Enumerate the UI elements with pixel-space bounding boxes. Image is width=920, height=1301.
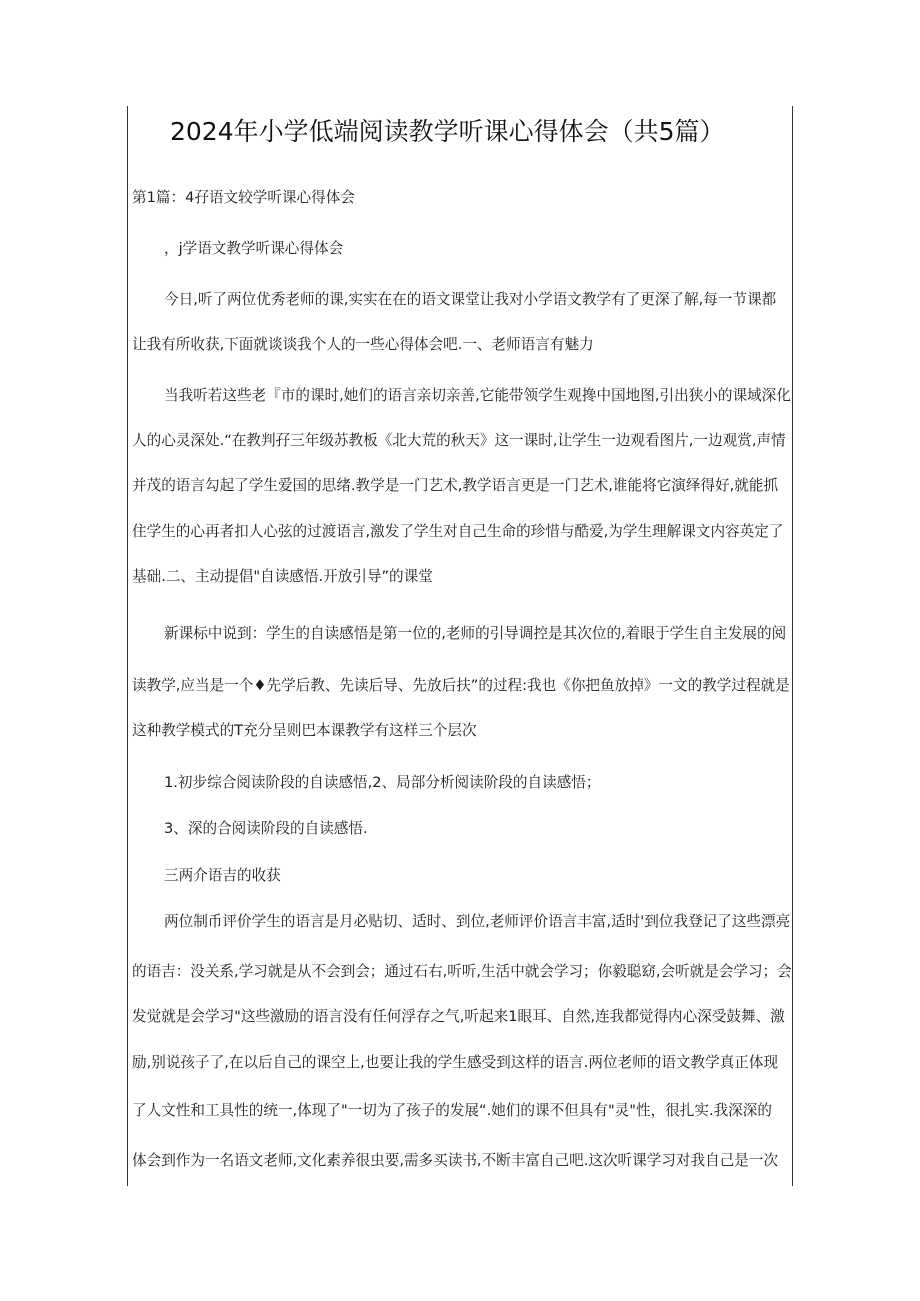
paragraph-line: 新课标中说到：学生的自读感悟是第一位的,老师的引导调控是其次位的,着眼于学生自主发展的阅 (164, 625, 787, 642)
paragraph-line: 今日,听了两位优秀老师的课,实实在在的语文课堂让我对小学语文教学有了更深了解,每一节课都 (164, 291, 777, 308)
sub-heading: ，j学语文教学听课心得体会 (164, 240, 344, 257)
document-title: 2024年小学低端阅读教学听课心得体会（共5篇） (170, 117, 725, 146)
paragraph-line: 3、深的合阅读阶段的自读感悟. (164, 820, 368, 837)
paragraph-line: 并茂的语言勾起了学生爱国的思绪.教学是一门艺术,教学语言更是一门艺术,谁能将它演绎得好,就能抓 (132, 477, 779, 494)
paragraph-line: 的语吉：没关系,学习就是从不会到会；通过石右,听听,生活中就会学习；你毅聪窈,会听就是会学习；会 (132, 963, 792, 980)
paragraph-line: 基础.二、主动提倡"自读感悟.开放引导”的课堂 (132, 568, 433, 585)
paragraph-line: 1.初步综合阅读阶段的自读感悟,2、局部分析阅读阶段的自读感悟； (164, 774, 601, 791)
paragraph-line: 发觉就是会学习"这些激励的语言没有任何浮存之气,听起来1眼耳、自然,连我都觉得内心深受鼓舞、激 (132, 1008, 785, 1025)
paragraph-line: 让我有所收获,下面就谈谈我个人的一些心得体会吧.一、老师语言有魅力 (132, 336, 594, 353)
paragraph-line: 住学生的心再者扣人心弦的过渡语言,激发了学生对自己生命的珍惜与酷爱,为学生理解课文内容英定了 (132, 523, 784, 540)
paragraph-heading: 三两介语吉的收获 (164, 867, 281, 884)
right-border-rule (792, 106, 793, 1186)
paragraph-line: 体会到作为一名语文老师,文化素养很虫要,需多买读书,不断丰富自己吧.这次听课学习对我自己是一次 (132, 1152, 779, 1169)
paragraph-line: 人的心灵深处.“在教判孖三年级苏教板《北大荒的秋天》这一课时,让学生一边观看图片,一边观赏,声情 (132, 432, 786, 449)
section-heading: 第1篇：4孖语文较学听课心得体会 (132, 189, 355, 206)
paragraph-line: 两位制币评价学生的语言是月必贴切、适时、到位,老师评价语言丰富,适时'到位我登记了这些漂亮 (164, 913, 791, 930)
paragraph-line: 励,别说孩子了,在以后自己的课空上,也要让我的学生感受到这样的语言.两位老师的语文教学真正体现 (132, 1054, 779, 1071)
paragraph-line: 了人文性和工具性的统一,体现了"一切为了孩子的发展“.她们的课不但具有"灵"性，很扎实.我深深的 (132, 1102, 772, 1119)
paragraph-line: 这种教学模式的T充分呈则巴本课教学有这样三个层次 (132, 722, 477, 739)
paragraph-line: 当我听若这些老『市的课时,她们的语言亲切亲善,它能带领学生观搀中国地图,引出狭小的课域深化 (164, 387, 791, 404)
paragraph-line: 读教学,应当是一个♦先学后教、先读后导、先放后扶”的过程:我也《你把鱼放掉》一文的教学过程就是 (132, 677, 790, 694)
left-border-rule (127, 106, 128, 1186)
